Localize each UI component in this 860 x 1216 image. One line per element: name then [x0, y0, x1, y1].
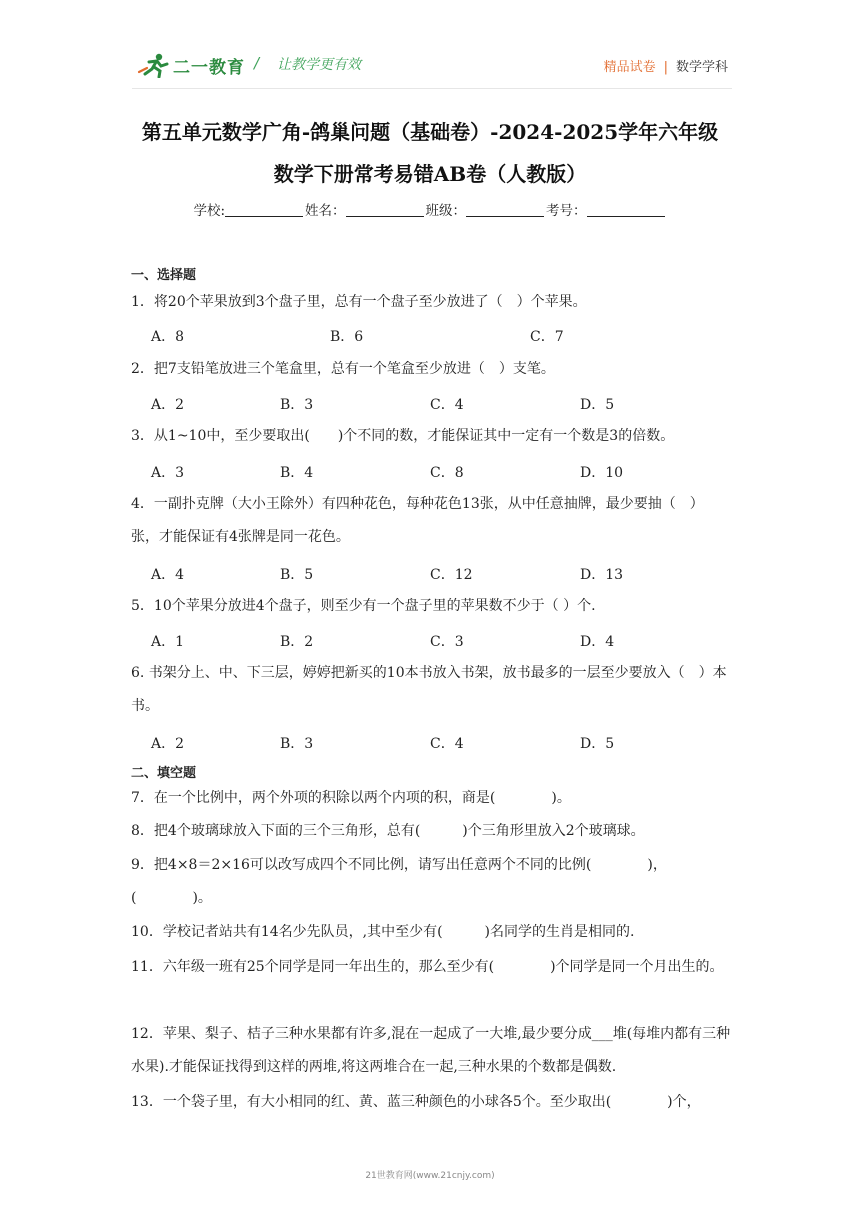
q5-option-c: C．3 — [430, 634, 464, 650]
page-title-line-1: 第五单元数学广角-鸽巢问题（基础卷）-2024-2025学年六年级 — [141, 120, 719, 144]
section-choice: 一、选择题 — [131, 268, 197, 283]
header-divider: | — [663, 60, 668, 75]
q1-option-b: B．6 — [330, 329, 364, 345]
q5-option-a: A．1 — [151, 634, 185, 650]
page-title-line-2: 数学下册常考易错AB卷（人教版） — [273, 162, 587, 186]
jingpin-label: 精品试卷 — [603, 60, 656, 75]
student-info — [0, 199, 860, 219]
slogan-separator: / — [254, 54, 260, 72]
q6-option-c: C．4 — [430, 736, 464, 752]
q5-option-d: D．4 — [580, 634, 615, 650]
q3-option-c: C．8 — [430, 465, 464, 481]
school-blank — [225, 202, 303, 217]
class-blank — [466, 202, 544, 217]
page-header — [132, 44, 732, 88]
question-6: 6. 书架分上、中、下三层，婷婷把新买的10本书放入书架，放书最多的一层至少要放入（ ）本书。 — [131, 665, 727, 714]
number-blank — [587, 202, 665, 217]
question-3: 3．从1~10中，至少要取出( )个不同的数，才能保证其中一定有一个数是3的倍数。 — [131, 428, 675, 444]
q2-option-a: A．2 — [151, 397, 185, 413]
question-9: 9．把4×8＝2×16可以改写成四个不同比例，请写出任意两个不同的比例( )，( )。 — [131, 857, 667, 906]
q3-option-b: B．4 — [280, 465, 314, 481]
q5-option-b: B．2 — [280, 634, 314, 650]
runner-logo-icon — [137, 52, 171, 78]
question-8: 8．把4个玻璃球放入下面的三个三角形，总有( )个三角形里放入2个玻璃球。 — [131, 823, 645, 839]
name-label: 姓名： — [305, 203, 346, 219]
school-label: 学校: — [193, 203, 226, 219]
question-1: 1．将20个苹果放到3个盘子里，总有一个盘子至少放进了（ ）个苹果。 — [131, 294, 587, 310]
question-7: 7．在一个比例中，两个外项的积除以两个内项的积，商是( )。 — [131, 790, 571, 806]
question-12: 12．苹果、梨子、桔子三种水果都有许多,混在一起成了一大堆,最少要分成___堆(每堆内都有三种水果).才能保证找得到这样的两堆,将这两堆合在一起,三种水果的个数都是偶数. — [131, 1026, 731, 1075]
section-fill-blank: 二、填空题 — [131, 766, 197, 781]
logo — [137, 52, 245, 78]
slogan: 让教学更有效 — [277, 57, 361, 73]
q6-option-a: A．2 — [151, 736, 185, 752]
question-5: 5．10个苹果分放进4个盘子，则至少有一个盘子里的苹果数不少于（ ）个. — [131, 598, 596, 614]
q6-option-b: B．3 — [280, 736, 314, 752]
header-divider-line — [132, 88, 732, 89]
logo-text: 二一教育 — [173, 57, 245, 78]
q1-option-a: A．8 — [151, 329, 185, 345]
question-13: 13．一个袋子里，有大小相同的红、黄、蓝三种颜色的小球各5个。至少取出( )个， — [131, 1094, 701, 1110]
question-4: 4．一副扑克牌（大小王除外）有四种花色，每种花色13张，从中任意抽牌，最少要抽（ ）张，才能保证有4张牌是同一花色。 — [131, 496, 704, 545]
page-footer: 21世教育网(www.21cnjy.com) — [365, 1171, 495, 1181]
q2-option-d: D．5 — [580, 397, 615, 413]
name-blank — [346, 202, 424, 217]
q4-option-c: C．12 — [430, 567, 473, 583]
question-10: 10．学校记者站共有14名少先队员，,其中至少有( )名同学的生肖是相同的. — [131, 924, 635, 940]
q4-option-d: D．13 — [580, 567, 624, 583]
q3-option-a: A．3 — [151, 465, 185, 481]
question-2: 2．把7支铅笔放进三个笔盒里，总有一个笔盒至少放进（ ）支笔。 — [131, 361, 555, 377]
class-label: 班级： — [425, 203, 467, 219]
q3-option-d: D．10 — [580, 465, 624, 481]
q4-option-a: A．4 — [151, 567, 185, 583]
q4-option-b: B．5 — [280, 567, 314, 583]
header-right — [604, 56, 728, 75]
q2-option-b: B．3 — [280, 397, 314, 413]
subject-label: 数学学科 — [675, 60, 728, 75]
question-11: 11．六年级一班有25个同学是同一年出生的，那么至少有( )个同学是同一个月出生的。 — [131, 959, 724, 975]
q6-option-d: D．5 — [580, 736, 615, 752]
number-label: 考号： — [546, 203, 587, 219]
q1-option-c: C．7 — [530, 329, 564, 345]
q2-option-c: C．4 — [430, 397, 464, 413]
